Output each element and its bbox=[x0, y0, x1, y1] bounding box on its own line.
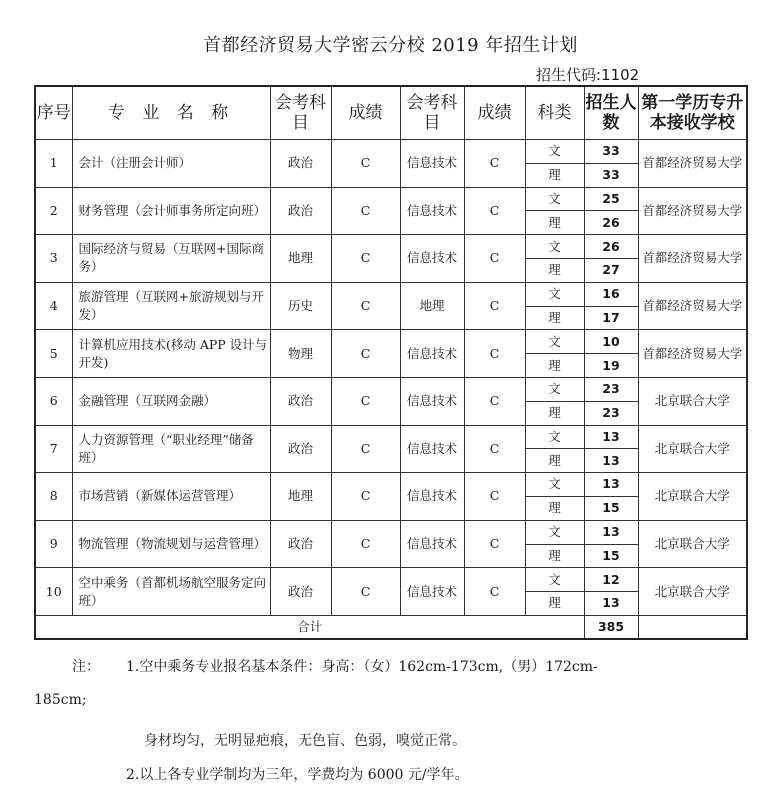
row-count-wen: 25 bbox=[584, 187, 638, 211]
row-subject2: 信息技术 bbox=[400, 235, 464, 283]
row-score1: C bbox=[331, 520, 400, 568]
row-track-li: 理 bbox=[525, 401, 584, 425]
row-seq: 9 bbox=[35, 520, 72, 568]
table-row bbox=[35, 330, 747, 354]
row-track-wen: 文 bbox=[525, 520, 584, 544]
row-subject2: 信息技术 bbox=[400, 140, 464, 188]
row-score2: C bbox=[464, 520, 525, 568]
row-subject2: 信息技术 bbox=[400, 377, 464, 425]
row-track-wen: 文 bbox=[525, 330, 584, 354]
header-score2: 成绩 bbox=[464, 86, 525, 140]
row-major: 计算机应用技术(移动 APP 设计与开发) bbox=[72, 330, 270, 378]
header-subject1: 会考科目 bbox=[270, 86, 331, 140]
row-subject1: 政治 bbox=[270, 187, 331, 235]
row-score1: C bbox=[331, 235, 400, 283]
row-seq: 7 bbox=[35, 425, 72, 473]
document-title: 首都经济贸易大学密云分校 2019 年招生计划 bbox=[203, 35, 578, 56]
row-track-wen: 文 bbox=[525, 187, 584, 211]
row-count-li: 13 bbox=[584, 449, 638, 473]
header-score1: 成绩 bbox=[331, 86, 400, 140]
row-seq: 5 bbox=[35, 330, 72, 378]
row-school: 北京联合大学 bbox=[638, 520, 747, 568]
row-subject1: 地理 bbox=[270, 235, 331, 283]
row-school: 北京联合大学 bbox=[638, 377, 747, 425]
table-row bbox=[35, 425, 747, 449]
row-count-li: 17 bbox=[584, 306, 638, 330]
row-major: 财务管理（会计师事务所定向班） bbox=[72, 187, 270, 235]
header-count: 招生人数 bbox=[584, 86, 638, 140]
row-track-li: 理 bbox=[525, 258, 584, 282]
row-school: 首都经济贸易大学 bbox=[638, 235, 747, 283]
table-row bbox=[35, 568, 747, 592]
row-score1: C bbox=[331, 330, 400, 378]
row-track-li: 理 bbox=[525, 449, 584, 473]
row-school: 北京联合大学 bbox=[638, 568, 747, 616]
row-seq: 1 bbox=[35, 140, 72, 188]
row-major: 会计（注册会计师） bbox=[72, 140, 270, 188]
row-seq: 3 bbox=[35, 235, 72, 283]
row-count-li: 33 bbox=[584, 163, 638, 187]
row-score2: C bbox=[464, 568, 525, 616]
row-school: 首都经济贸易大学 bbox=[638, 330, 747, 378]
table-row bbox=[35, 282, 747, 306]
row-school: 首都经济贸易大学 bbox=[638, 140, 747, 188]
row-major: 市场营销（新媒体运营管理） bbox=[72, 473, 270, 521]
row-seq: 10 bbox=[35, 568, 72, 616]
table-row bbox=[35, 187, 747, 211]
row-seq: 6 bbox=[35, 377, 72, 425]
row-count-li: 13 bbox=[584, 592, 638, 616]
row-count-li: 15 bbox=[584, 496, 638, 520]
row-score2: C bbox=[464, 473, 525, 521]
row-seq: 2 bbox=[35, 187, 72, 235]
row-count-wen: 13 bbox=[584, 473, 638, 497]
row-track-wen: 文 bbox=[525, 377, 584, 401]
table-header-row bbox=[35, 86, 747, 140]
row-subject2: 信息技术 bbox=[400, 425, 464, 473]
row-subject2: 地理 bbox=[400, 282, 464, 330]
row-count-wen: 13 bbox=[584, 425, 638, 449]
row-subject2: 信息技术 bbox=[400, 568, 464, 616]
row-subject1: 政治 bbox=[270, 377, 331, 425]
row-major: 金融管理（互联网金融） bbox=[72, 377, 270, 425]
total-value: 385 bbox=[584, 615, 638, 639]
note-line-2: 身材均匀，无明显疤痕，无色盲、色弱，嗅觉正常。 bbox=[144, 733, 466, 749]
row-major: 物流管理（物流规划与运营管理） bbox=[72, 520, 270, 568]
row-school: 首都经济贸易大学 bbox=[638, 187, 747, 235]
row-subject2: 信息技术 bbox=[400, 187, 464, 235]
header-track: 科类 bbox=[525, 86, 584, 140]
header-seq: 序号 bbox=[35, 86, 72, 140]
row-count-wen: 23 bbox=[584, 377, 638, 401]
row-subject1: 历史 bbox=[270, 282, 331, 330]
row-score1: C bbox=[331, 187, 400, 235]
row-score2: C bbox=[464, 330, 525, 378]
row-subject1: 物理 bbox=[270, 330, 331, 378]
table-row bbox=[35, 520, 747, 544]
table-row bbox=[35, 473, 747, 497]
row-score2: C bbox=[464, 282, 525, 330]
row-subject1: 政治 bbox=[270, 425, 331, 473]
notes-prefix: 注： bbox=[72, 659, 100, 675]
note-line-3: 2.以上各专业学制均为三年，学费均为 6000 元/学年。 bbox=[126, 767, 469, 783]
row-track-li: 理 bbox=[525, 544, 584, 568]
row-track-li: 理 bbox=[525, 211, 584, 235]
row-score1: C bbox=[331, 282, 400, 330]
row-track-wen: 文 bbox=[525, 425, 584, 449]
row-score2: C bbox=[464, 187, 525, 235]
row-subject2: 信息技术 bbox=[400, 330, 464, 378]
row-subject1: 政治 bbox=[270, 520, 331, 568]
row-score1: C bbox=[331, 377, 400, 425]
row-count-wen: 33 bbox=[584, 140, 638, 164]
row-count-wen: 16 bbox=[584, 282, 638, 306]
row-score1: C bbox=[331, 568, 400, 616]
row-count-li: 27 bbox=[584, 258, 638, 282]
note-line-1: 1.空中乘务专业报名基本条件：身高：（女）162cm-173cm,（男）172cm- bbox=[126, 659, 598, 675]
row-major: 人力资源管理（“职业经理”储备班） bbox=[72, 425, 270, 473]
row-score1: C bbox=[331, 473, 400, 521]
row-score1: C bbox=[331, 140, 400, 188]
row-count-wen: 12 bbox=[584, 568, 638, 592]
row-count-li: 26 bbox=[584, 211, 638, 235]
note-line-1-cont: 185cm; bbox=[34, 692, 87, 708]
row-major: 旅游管理（互联网+旅游规划与开发） bbox=[72, 282, 270, 330]
row-score2: C bbox=[464, 235, 525, 283]
header-subject2: 会考科目 bbox=[400, 86, 464, 140]
table-row bbox=[35, 235, 747, 259]
row-count-li: 23 bbox=[584, 401, 638, 425]
row-score2: C bbox=[464, 425, 525, 473]
row-count-li: 15 bbox=[584, 544, 638, 568]
enrollment-table bbox=[34, 85, 748, 640]
row-school: 首都经济贸易大学 bbox=[638, 282, 747, 330]
enroll-code: 招生代码:1102 bbox=[536, 66, 640, 84]
row-seq: 4 bbox=[35, 282, 72, 330]
row-count-wen: 13 bbox=[584, 520, 638, 544]
row-subject1: 政治 bbox=[270, 568, 331, 616]
row-count-wen: 26 bbox=[584, 235, 638, 259]
row-track-li: 理 bbox=[525, 354, 584, 378]
row-track-wen: 文 bbox=[525, 235, 584, 259]
row-track-li: 理 bbox=[525, 592, 584, 616]
header-school: 第一学历专升本接收学校 bbox=[638, 86, 747, 140]
row-count-li: 19 bbox=[584, 354, 638, 378]
table-row bbox=[35, 377, 747, 401]
row-track-wen: 文 bbox=[525, 568, 584, 592]
row-track-wen: 文 bbox=[525, 473, 584, 497]
total-label: 合计 bbox=[35, 615, 584, 639]
total-blank bbox=[638, 615, 747, 639]
row-subject1: 政治 bbox=[270, 140, 331, 188]
row-major: 空中乘务（首都机场航空服务定向班） bbox=[72, 568, 270, 616]
row-subject2: 信息技术 bbox=[400, 473, 464, 521]
row-track-li: 理 bbox=[525, 163, 584, 187]
row-score1: C bbox=[331, 425, 400, 473]
row-track-li: 理 bbox=[525, 306, 584, 330]
total-row bbox=[35, 615, 747, 639]
row-score2: C bbox=[464, 140, 525, 188]
row-school: 北京联合大学 bbox=[638, 473, 747, 521]
row-count-wen: 10 bbox=[584, 330, 638, 354]
row-school: 北京联合大学 bbox=[638, 425, 747, 473]
row-track-wen: 文 bbox=[525, 140, 584, 164]
row-score2: C bbox=[464, 377, 525, 425]
row-subject2: 信息技术 bbox=[400, 520, 464, 568]
row-major: 国际经济与贸易（互联网+国际商务） bbox=[72, 235, 270, 283]
header-major: 专 业 名 称 bbox=[72, 86, 270, 140]
row-seq: 8 bbox=[35, 473, 72, 521]
row-subject1: 地理 bbox=[270, 473, 331, 521]
table-row bbox=[35, 140, 747, 164]
row-track-wen: 文 bbox=[525, 282, 584, 306]
row-track-li: 理 bbox=[525, 496, 584, 520]
